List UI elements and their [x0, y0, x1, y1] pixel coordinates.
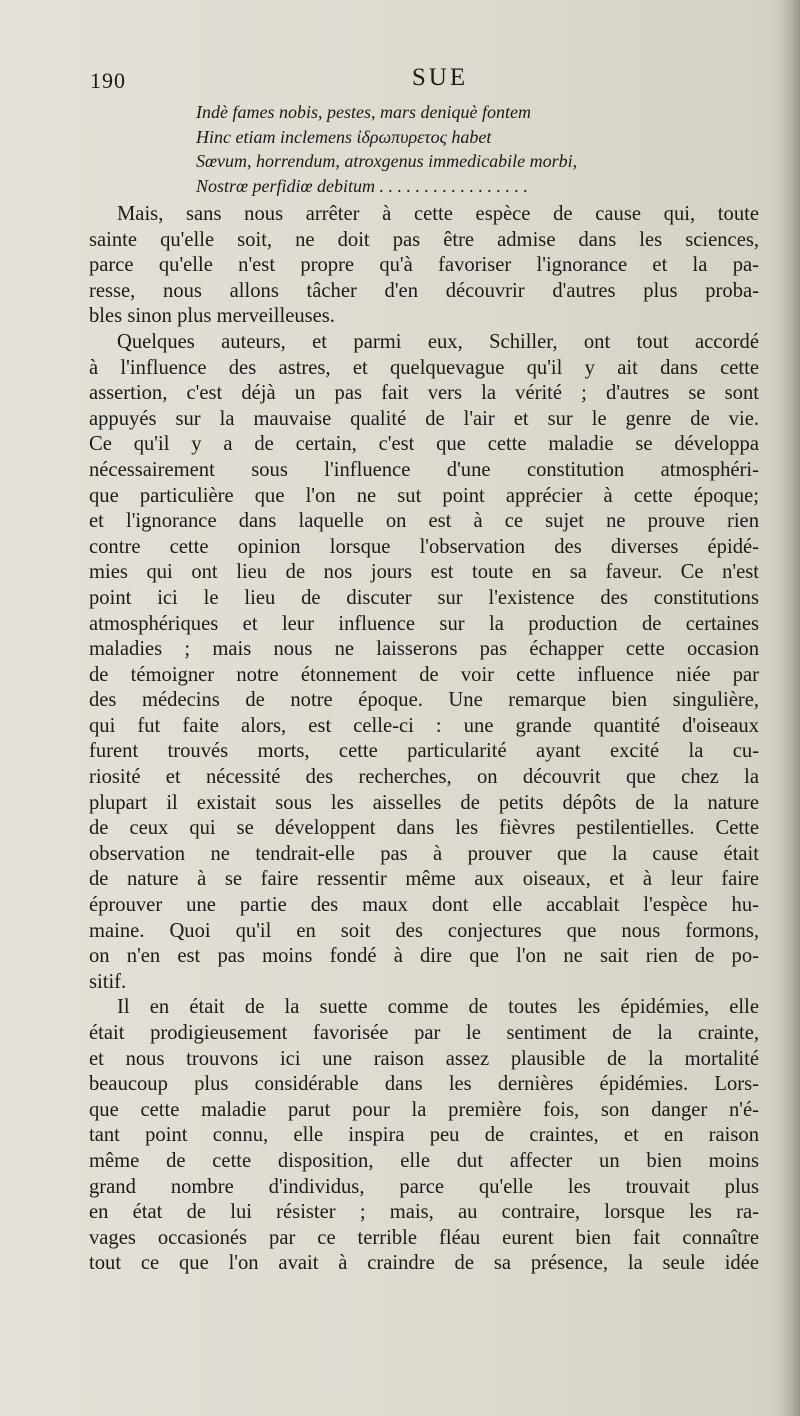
text-line: et nous trouvons ici une raison assez plausible de la mortalité: [89, 1047, 759, 1070]
running-head: SUE: [411, 64, 469, 91]
quote-line: Sœvum, horrendum, atroxgenus immedicabile morbi,: [196, 151, 578, 171]
text-line: Il en était de la suette comme de toutes les épidémies, elle: [117, 996, 759, 1019]
quote-line: Indè fames nobis, pestes, mars deniquè fontem: [196, 102, 531, 122]
text-line: éprouver une partie des maux dont elle accablait l'espèce hu-: [89, 894, 759, 917]
text-line: Mais, sans nous arrêter à cette espèce de cause qui, toute: [117, 203, 759, 225]
text-line: plupart il existait sous les aisselles de petits dépôts de la nature: [89, 791, 759, 814]
text-line: observation ne tendrait-elle pas à prouver que la cause était: [89, 842, 759, 865]
text-line: tant point connu, elle inspira peu de craintes, et en raison: [89, 1124, 759, 1147]
paragraph: [89, 995, 759, 1277]
latin-verse-quote: [196, 100, 716, 198]
quote-line: Nostrœ perfidiœ debitum . . . . . . . . . . . . . . . . .: [196, 175, 529, 196]
text-line: maine. Quoi qu'il en soit des conjectures que nous formons,: [89, 919, 759, 942]
text-line: mies qui ont lieu de nos jours est toute en sa faveur. Ce n'est: [89, 561, 759, 584]
text-line: contre cette opinion lorsque l'observation des diverses épidé-: [89, 535, 759, 558]
text-line: des médecins de notre époque. Une remarque bien singulière,: [89, 689, 759, 712]
text-line: tout ce que l'on avait à craindre de sa présence, la seule idée: [89, 1252, 759, 1275]
text-line: Quelques auteurs, et parmi eux, Schiller, ont tout accordé: [117, 330, 759, 353]
text-line: de ceux qui se développent dans les fièvres pestilentielles. Cette: [89, 817, 759, 840]
text-line: beaucoup plus considérable dans les dernières épidémies. Lors-: [89, 1073, 759, 1096]
text-line: en état de lui résister ; mais, au contraire, lorsque les ra-: [89, 1201, 759, 1224]
text-line: maladies ; mais nous ne laisserons pas échapper cette occasion: [89, 638, 759, 661]
paragraph: [89, 330, 759, 995]
text-line: de nature à se faire ressentir même aux oiseaux, et à leur faire: [89, 868, 759, 891]
text-line: sitif.: [89, 970, 127, 993]
text-line: nécessairement sous l'influence d'une constitution atmosphéri-: [89, 458, 759, 481]
text-line: parce qu'elle n'est propre qu'à favoriser l'ignorance et la pa-: [89, 254, 759, 277]
text-line: point ici le lieu de discuter sur l'existence des constitutions: [89, 586, 759, 609]
text-line: même de cette disposition, elle dut affecter un bien moins: [89, 1149, 759, 1172]
text-line: furent trouvés morts, cette particularité ayant excité la cu-: [89, 740, 759, 763]
body-text: [89, 202, 759, 1277]
page-number: 190: [90, 68, 126, 93]
text-line: sainte qu'elle soit, ne doit pas être admise dans les sciences,: [89, 228, 759, 251]
text-line: grand nombre d'individus, parce qu'elle les trouvait plus: [89, 1175, 759, 1198]
text-line: était prodigieusement favorisée par le sentiment de la crainte,: [89, 1022, 759, 1044]
text-line: resse, nous allons tâcher d'en découvrir d'autres plus proba-: [89, 279, 759, 302]
text-line: vages occasionés par ce terrible fléau eurent bien fait connaître: [89, 1226, 759, 1249]
text-line: Ce qu'il y a de certain, c'est que cette maladie se développa: [89, 433, 759, 456]
text-line: et l'ignorance dans laquelle on est à ce sujet ne prouve rien: [89, 510, 759, 533]
page-header: [90, 62, 760, 96]
text-line: de témoigner notre étonnement de voir cette influence niée par: [89, 663, 759, 686]
text-line: atmosphériques et leur influence sur la production de certaines: [89, 612, 759, 635]
paragraph: [89, 202, 759, 330]
page-edge-shadow: [778, 0, 800, 1416]
text-line: assertion, c'est déjà un pas fait vers la vérité ; d'autres se sont: [89, 382, 759, 405]
text-line: bles sinon plus merveilleuses.: [89, 305, 335, 328]
text-line: à l'influence des astres, et quelquevague qu'il y ait dans cette: [89, 356, 759, 379]
quote-line: Hinc etiam inclemens ἰδρωπυρετος habet: [196, 126, 492, 147]
text-line: riosité et nécessité des recherches, on découvrit que chez la: [89, 766, 759, 789]
text-line: qui fut faite alors, est celle-ci : une grande quantité d'oiseaux: [89, 714, 759, 737]
text-line: on n'en est pas moins fondé à dire que l'on ne sait rien de po-: [89, 945, 759, 968]
text-line: que particulière que l'on ne sut point apprécier à cette époque;: [89, 484, 759, 507]
text-line: appuyés sur la mauvaise qualité de l'air et sur le genre de vie.: [89, 407, 759, 430]
text-line: que cette maladie parut pour la première fois, son danger n'é-: [89, 1098, 759, 1121]
